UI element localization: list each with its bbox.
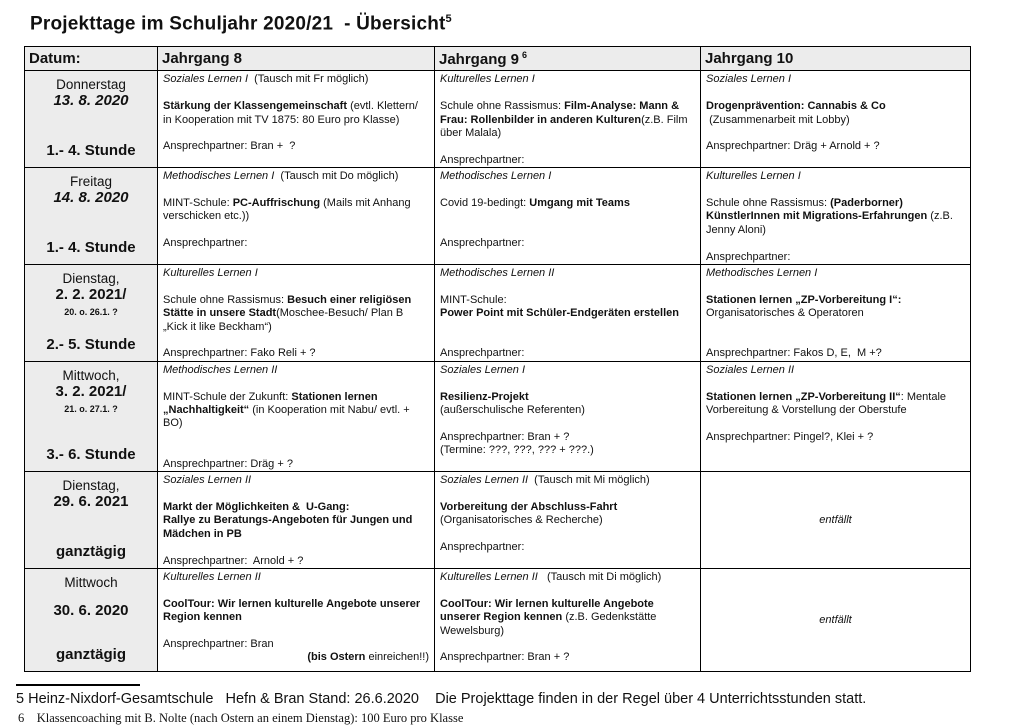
text-run: Ansprechpartner: Fako Reli + ? bbox=[163, 347, 316, 360]
text-line bbox=[158, 555, 434, 568]
text-line bbox=[701, 417, 970, 430]
text-run: Organisatorisches & Operatoren bbox=[706, 307, 864, 320]
page-title bbox=[30, 13, 1016, 35]
text-run: (Termine: ???, ???, ??? + ???.) bbox=[440, 444, 594, 457]
content-cell bbox=[435, 265, 701, 362]
column-header-label: Jahrgang 8 bbox=[162, 50, 243, 68]
content-cell bbox=[158, 71, 435, 168]
column-header bbox=[701, 47, 971, 71]
text-line bbox=[158, 472, 434, 487]
text-run: (z.B. Gedenkstätte Wewelsburg) bbox=[440, 611, 660, 637]
date-cell bbox=[25, 472, 158, 569]
date-cell bbox=[25, 71, 158, 168]
footnote-6: 6 Klassencoaching mit B. Nolte (nach Ostern an einem Dienstag): 100 Euro pro Klasse bbox=[18, 710, 464, 725]
text-line bbox=[435, 417, 700, 430]
text-run: CoolTour: Wir lernen kulturelle Angebote unserer Region kennen bbox=[440, 597, 657, 624]
date-cell bbox=[25, 168, 158, 265]
text-line bbox=[701, 127, 970, 140]
text-line bbox=[435, 87, 700, 100]
text-line bbox=[158, 237, 434, 250]
text-line bbox=[701, 280, 970, 293]
text-run: Ansprechpartner: Arnold + ? bbox=[163, 554, 304, 567]
text-line bbox=[158, 184, 434, 197]
text-run: Ansprechpartner: Fakos D, E, M +? bbox=[706, 347, 882, 360]
page-title-text: Projekttage im Schuljahr 2020/21 - Übersicht bbox=[30, 13, 446, 35]
text-run: (z.B. Jenny Aloni) bbox=[706, 210, 956, 236]
text-line bbox=[435, 265, 700, 280]
text-run: (Organisatorisches & Recherche) bbox=[440, 514, 603, 527]
text-run: MINT-Schule: bbox=[440, 293, 507, 306]
content-cell bbox=[158, 361, 435, 471]
text-line bbox=[435, 237, 700, 250]
table-row bbox=[25, 568, 971, 671]
column-header bbox=[158, 47, 435, 71]
text-line bbox=[701, 362, 970, 377]
text-run: Ansprechpartner: bbox=[440, 347, 525, 360]
text-run: Methodisches Lernen II bbox=[440, 267, 555, 280]
text-line bbox=[701, 612, 970, 627]
text-line bbox=[701, 321, 970, 334]
date-cell-content bbox=[25, 569, 157, 671]
text-line bbox=[158, 488, 434, 501]
date-line: 30. 6. 2020 bbox=[53, 601, 129, 619]
text-run: Markt der Möglichkeiten & U-Gang: bbox=[163, 500, 350, 513]
date-cell-content bbox=[25, 71, 157, 167]
text-line bbox=[435, 514, 700, 527]
text-run: Kulturelles Lernen I bbox=[163, 267, 258, 280]
table-row bbox=[25, 472, 971, 569]
date-line: 1.- 4. Stunde bbox=[46, 239, 136, 257]
content-cell bbox=[701, 71, 971, 168]
text-run: (z.B. Film über Malala) bbox=[440, 113, 691, 139]
date-cell bbox=[25, 568, 158, 671]
text-run: Kulturelles Lernen I bbox=[706, 170, 801, 183]
text-run: (in Kooperation mit Nabu/ evtl. + BO) bbox=[163, 404, 413, 430]
text-run: (evtl. Klettern/ in Kooperation mit TV 1875: 80 Euro pro Klasse) bbox=[163, 100, 421, 126]
text-run: Methodisches Lernen II bbox=[163, 363, 278, 376]
text-line bbox=[158, 71, 434, 86]
date-line: Mittwoch bbox=[64, 574, 118, 590]
footnote-divider bbox=[16, 684, 140, 686]
text-run: Stationen lernen „ZP-Vorbereitung II“ bbox=[706, 390, 901, 403]
text-line bbox=[435, 444, 700, 457]
text-line bbox=[701, 265, 970, 280]
text-run: Stärkung der Klassengemeinschaft bbox=[163, 100, 348, 113]
text-line bbox=[158, 514, 434, 541]
text-run: Ansprechpartner: Bran + ? bbox=[163, 140, 296, 153]
text-line bbox=[701, 294, 970, 307]
text-run: Ansprechpartner: bbox=[706, 250, 791, 263]
date-line: 1.- 4. Stunde bbox=[46, 142, 136, 160]
text-line bbox=[701, 391, 970, 418]
text-line bbox=[701, 431, 970, 444]
text-line bbox=[435, 71, 700, 86]
date-cell-content bbox=[25, 265, 157, 361]
text-run: Ansprechpartner: Pingel?, Klei + ? bbox=[706, 430, 874, 443]
text-run: (Mails mit Anhang verschicken etc.)) bbox=[163, 196, 414, 223]
text-run: (Tausch mit Fr möglich) bbox=[248, 73, 369, 86]
text-line bbox=[701, 377, 970, 390]
text-line bbox=[435, 391, 700, 404]
text-line bbox=[158, 294, 434, 334]
text-run: Kulturelles Lernen I bbox=[440, 73, 535, 86]
text-line bbox=[435, 488, 700, 501]
content-cell bbox=[701, 568, 971, 671]
text-line bbox=[435, 321, 700, 334]
text-line bbox=[701, 140, 970, 153]
text-run: entfällt bbox=[819, 614, 852, 627]
text-line bbox=[435, 280, 700, 293]
text-line bbox=[158, 377, 434, 390]
text-run: entfällt bbox=[819, 514, 852, 527]
content-cell bbox=[158, 168, 435, 265]
text-run: Ansprechpartner: Bran + ? bbox=[440, 430, 570, 443]
text-line bbox=[158, 127, 434, 140]
column-header-label: Datum: bbox=[29, 50, 81, 68]
content-cell bbox=[158, 472, 435, 569]
table-row bbox=[25, 168, 971, 265]
text-line bbox=[701, 251, 970, 264]
text-line bbox=[158, 265, 434, 280]
text-line bbox=[158, 391, 434, 431]
text-line bbox=[701, 197, 970, 237]
text-run: (Paderborner) KünstlerInnen mit Migrations-Erfahrungen bbox=[706, 196, 928, 223]
text-run: einreichen!!) bbox=[365, 651, 429, 664]
text-run: Stationen lernen „Nachhaltigkeit“ bbox=[163, 390, 381, 417]
text-line bbox=[435, 598, 700, 638]
text-run: Soziales Lernen I bbox=[440, 363, 525, 376]
text-run: Stationen lernen „ZP-Vorbereitung I“: bbox=[706, 293, 902, 306]
text-line bbox=[158, 224, 434, 237]
text-line bbox=[435, 584, 700, 597]
content-cell bbox=[701, 265, 971, 362]
text-run: (Moschee-Besuch/ Plan B „Kick it like Beckham“) bbox=[163, 307, 407, 333]
text-line bbox=[435, 210, 700, 223]
table-row bbox=[25, 361, 971, 471]
text-line bbox=[435, 307, 700, 320]
text-line bbox=[158, 168, 434, 183]
text-run: Soziales Lernen I bbox=[163, 73, 248, 86]
text-run: (Tausch mit Di möglich) bbox=[537, 570, 662, 583]
date-cell-content bbox=[25, 168, 157, 264]
text-run: MINT-Schule: bbox=[163, 196, 233, 209]
text-line bbox=[701, 184, 970, 197]
text-run: Drogenprävention: Cannabis & Co bbox=[706, 100, 886, 113]
text-run: Umgang mit Teams bbox=[529, 196, 630, 209]
text-line bbox=[158, 197, 434, 224]
text-line bbox=[435, 184, 700, 197]
text-line bbox=[158, 651, 434, 664]
content-cell bbox=[158, 568, 435, 671]
text-run: Schule ohne Rassismus: bbox=[163, 293, 288, 306]
text-line bbox=[158, 584, 434, 597]
text-line bbox=[435, 224, 700, 237]
text-run: MINT-Schule der Zukunft: bbox=[163, 390, 292, 403]
text-run: Ansprechpartner: Bran bbox=[163, 637, 274, 650]
text-run: : Mentale Vorbereitung & Vorstellung der Oberstufe bbox=[706, 390, 950, 417]
table-header bbox=[25, 47, 971, 71]
text-line bbox=[435, 404, 700, 417]
text-run: Soziales Lernen II bbox=[706, 363, 795, 376]
table-body bbox=[25, 71, 971, 672]
text-line bbox=[435, 197, 700, 210]
text-run: Ansprechpartner: bbox=[440, 541, 525, 554]
date-line: Donnerstag bbox=[56, 77, 126, 93]
text-run: (außerschulische Referenten) bbox=[440, 404, 585, 417]
text-line bbox=[435, 651, 700, 664]
date-line: Freitag bbox=[69, 174, 113, 190]
text-line bbox=[435, 362, 700, 377]
text-run: Resilienz-Projekt bbox=[440, 390, 529, 403]
text-line bbox=[701, 168, 970, 183]
text-run: Power Point mit Schüler-Endgeräten erstellen bbox=[440, 307, 679, 320]
text-line bbox=[435, 431, 700, 444]
date-cell-content bbox=[25, 362, 157, 471]
text-run: Besuch einer religiösen Stätte in unsere Stadt bbox=[163, 293, 415, 320]
text-line bbox=[435, 168, 700, 183]
text-line bbox=[158, 334, 434, 347]
text-run: (bis Ostern bbox=[307, 651, 366, 664]
text-run: Rallye zu Beratungs-Angeboten für Jungen und Mädchen in PB bbox=[163, 514, 416, 540]
text-line bbox=[158, 140, 434, 153]
text-line bbox=[158, 569, 434, 584]
text-run: Ansprechpartner: bbox=[163, 237, 248, 250]
text-run: Ansprechpartner: bbox=[440, 153, 525, 166]
table-row bbox=[25, 71, 971, 168]
content-cell bbox=[435, 361, 701, 471]
text-line bbox=[701, 114, 970, 127]
text-run: Methodisches Lernen I bbox=[163, 170, 275, 183]
text-run: Soziales Lernen II bbox=[440, 474, 529, 487]
date-line: 3. 2. 2021/ bbox=[55, 382, 127, 400]
date-line: ganztägig bbox=[56, 645, 126, 663]
text-line bbox=[158, 362, 434, 377]
date-line: 21. o. 27.1. ? bbox=[64, 403, 118, 414]
text-run: Ansprechpartner: Bran + ? bbox=[440, 651, 570, 664]
text-run: Schule ohne Rassismus: bbox=[706, 196, 831, 209]
footnote-ref-5: 5 bbox=[445, 13, 452, 25]
text-line bbox=[158, 598, 434, 625]
text-run: Kulturelles Lernen II bbox=[163, 570, 261, 583]
text-line bbox=[158, 444, 434, 457]
text-line bbox=[158, 541, 434, 554]
text-line bbox=[435, 100, 700, 140]
text-line bbox=[701, 347, 970, 360]
projekttage-table bbox=[24, 46, 971, 672]
text-line bbox=[701, 100, 970, 113]
header-row bbox=[25, 47, 971, 71]
text-line bbox=[701, 307, 970, 320]
text-line bbox=[701, 237, 970, 250]
text-line bbox=[158, 280, 434, 293]
date-line: 20. o. 26.1. ? bbox=[64, 307, 118, 318]
text-line bbox=[158, 431, 434, 444]
text-run: (Tausch mit Mi möglich) bbox=[528, 474, 650, 487]
text-line bbox=[158, 501, 434, 514]
text-line bbox=[435, 541, 700, 554]
content-cell bbox=[435, 71, 701, 168]
text-run: CoolTour: Wir lernen kulturelle Angebote unserer Region kennen bbox=[163, 597, 424, 624]
footnote-5: 5 Heinz-Nixdorf-Gesamtschule Hefn & Bran Stand: 26.6.2020 Die Projekttage finden in der Regel über 4 Unterrichtsstunden statt. bbox=[16, 690, 867, 707]
text-run: Methodisches Lernen I bbox=[440, 170, 552, 183]
text-line bbox=[435, 140, 700, 153]
text-run: Schule ohne Rassismus: bbox=[440, 100, 565, 113]
column-header bbox=[435, 47, 701, 71]
content-cell bbox=[435, 168, 701, 265]
text-line bbox=[158, 458, 434, 471]
date-line: 3.- 6. Stunde bbox=[46, 446, 136, 464]
text-line bbox=[158, 347, 434, 360]
text-line bbox=[701, 71, 970, 86]
text-line bbox=[435, 472, 700, 487]
text-run: (Zusammenarbeit mit Lobby) bbox=[706, 113, 850, 126]
text-run: Ansprechpartner: Dräg + ? bbox=[163, 457, 293, 470]
date-cell-content bbox=[25, 472, 157, 568]
column-header bbox=[25, 47, 158, 71]
content-cell bbox=[701, 168, 971, 265]
text-line bbox=[435, 569, 700, 584]
text-line bbox=[158, 625, 434, 638]
footnote-ref-6: 6 bbox=[522, 50, 528, 61]
content-cell bbox=[158, 265, 435, 362]
table-row bbox=[25, 265, 971, 362]
date-line: Dienstag, bbox=[62, 271, 120, 287]
date-line: 13. 8. 2020 bbox=[53, 92, 129, 110]
text-line bbox=[435, 334, 700, 347]
text-run: Soziales Lernen II bbox=[163, 474, 252, 487]
column-header-label: Jahrgang 10 bbox=[705, 50, 794, 68]
text-run: PC-Auffrischung bbox=[232, 196, 321, 209]
text-line bbox=[435, 528, 700, 541]
text-line bbox=[435, 347, 700, 360]
column-header-label: Jahrgang 9 bbox=[439, 51, 520, 69]
text-run: (Tausch mit Do möglich) bbox=[274, 170, 399, 183]
date-line: Dienstag, bbox=[62, 478, 120, 494]
text-line bbox=[435, 377, 700, 390]
content-cell bbox=[435, 568, 701, 671]
text-line bbox=[435, 294, 700, 307]
date-line: 2.- 5. Stunde bbox=[46, 335, 136, 353]
text-run: Film-Analyse: Mann & Frau: Rollenbilder in anderen Kulturen bbox=[440, 100, 683, 126]
text-line bbox=[435, 154, 700, 167]
date-line: 29. 6. 2021 bbox=[53, 493, 129, 511]
text-run: Covid 19-bedingt: bbox=[440, 196, 530, 209]
text-line bbox=[158, 638, 434, 651]
text-line bbox=[701, 334, 970, 347]
text-line bbox=[158, 87, 434, 100]
date-line: 14. 8. 2020 bbox=[53, 189, 129, 207]
date-line: ganztägig bbox=[56, 542, 126, 560]
text-line bbox=[435, 638, 700, 651]
content-cell bbox=[701, 472, 971, 569]
text-line bbox=[158, 100, 434, 127]
text-line bbox=[701, 87, 970, 100]
text-run: Ansprechpartner: bbox=[440, 237, 525, 250]
text-run: Soziales Lernen I bbox=[706, 73, 791, 86]
date-cell bbox=[25, 265, 158, 362]
date-cell bbox=[25, 361, 158, 471]
text-line bbox=[701, 512, 970, 527]
text-run: Methodisches Lernen I bbox=[706, 267, 818, 280]
text-run: Vorbereitung der Abschluss-Fahrt bbox=[440, 500, 618, 513]
text-run: Kulturelles Lernen II bbox=[440, 570, 538, 583]
date-line: 2. 2. 2021/ bbox=[55, 286, 127, 304]
content-cell bbox=[435, 472, 701, 569]
text-run: Ansprechpartner: Dräg + Arnold + ? bbox=[706, 140, 880, 153]
text-line bbox=[435, 501, 700, 514]
date-line: Mittwoch, bbox=[62, 367, 120, 383]
content-cell bbox=[701, 361, 971, 471]
